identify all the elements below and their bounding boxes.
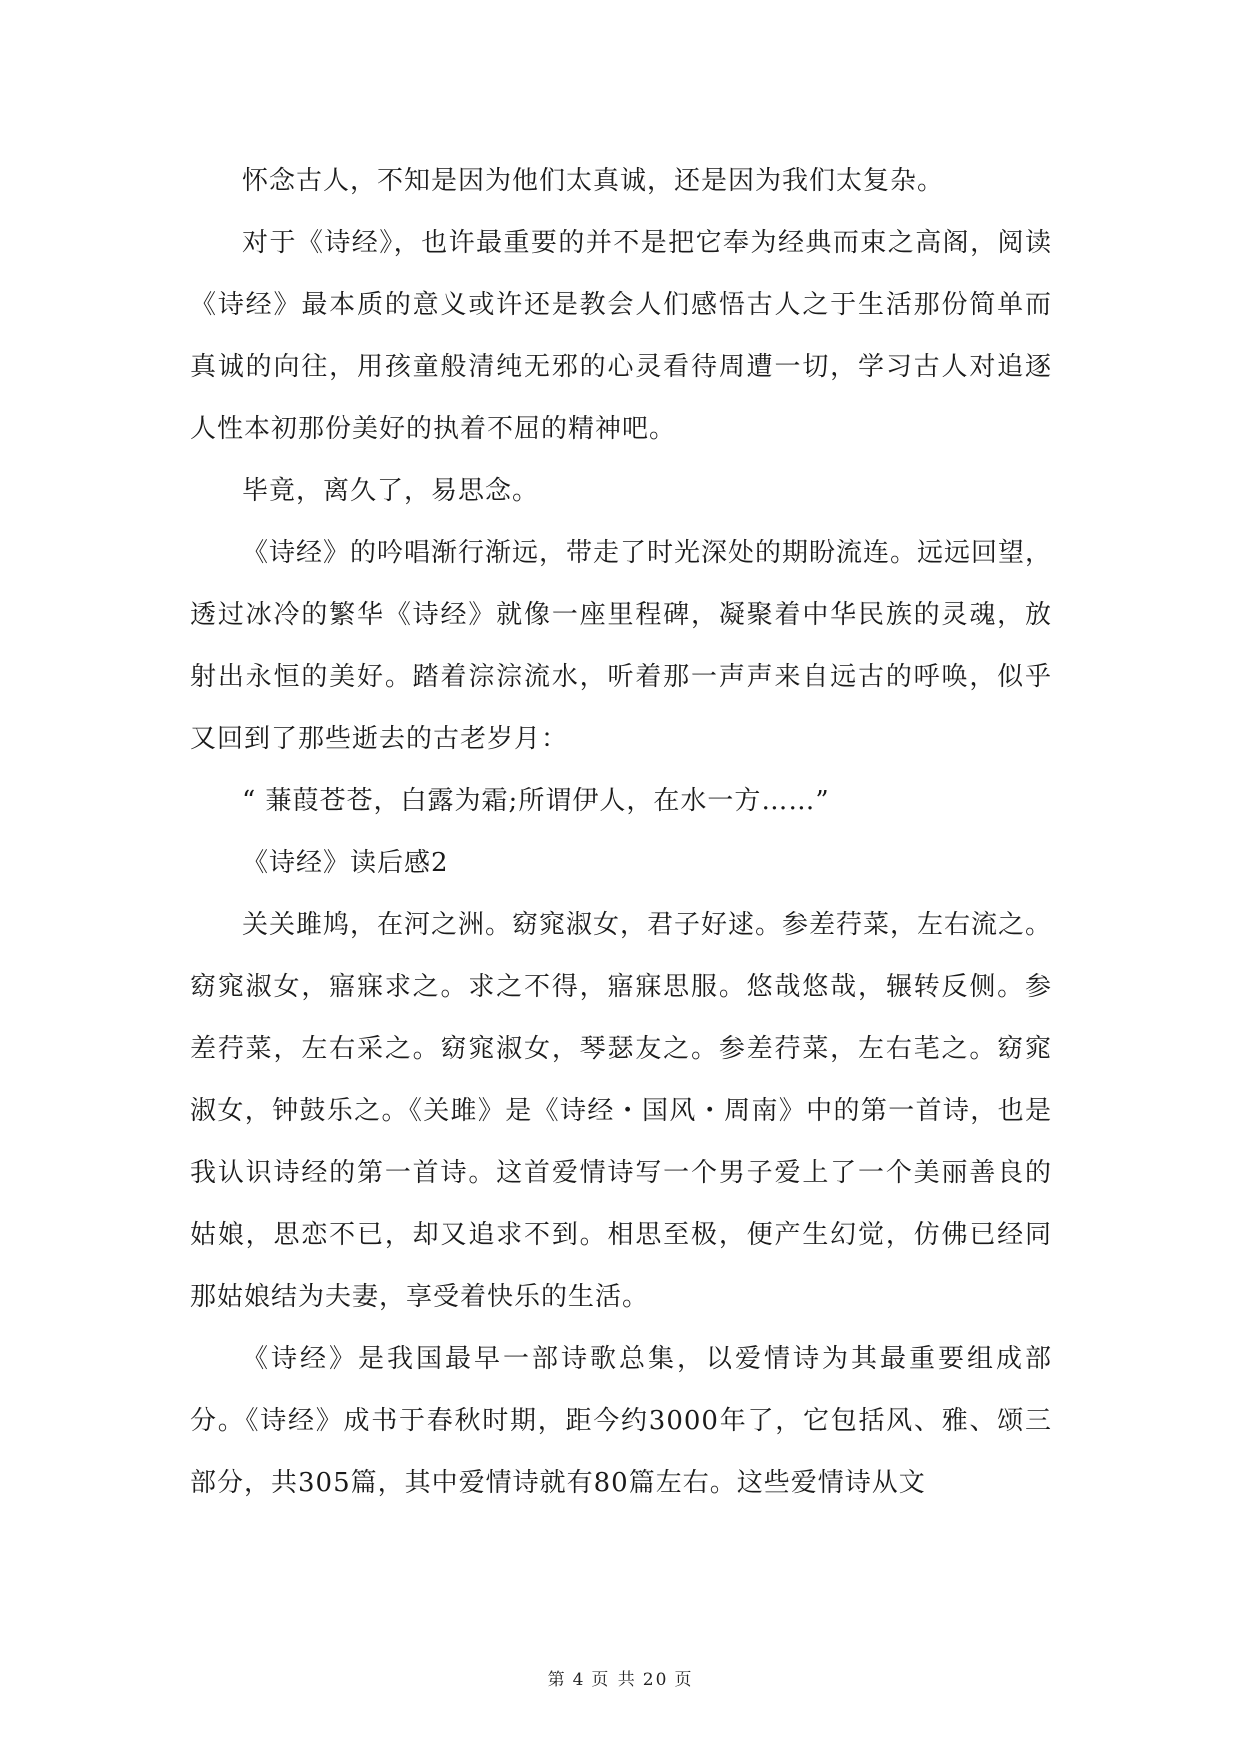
document-body <box>190 150 1052 1514</box>
current-page-number: 4 <box>572 1670 586 1690</box>
paragraph: 关关雎鸠，在河之洲。窈窕淑女，君子好逑。参差荇菜，左右流之。窈窕淑女，寤寐求之。求之不得，寤寐思服。悠哉悠哉，辗转反侧。参差荇菜，左右采之。窈窕淑女，琴瑟友之。参差荇菜，左右芼之。窈窕淑女，钟鼓乐之。《关雎》是《诗经・国风・周南》中的第一首诗，也是我认识诗经的第一首诗。这首爱情诗写一个男子爱上了一个美丽善良的姑娘，思恋不已，却又追求不到。相思至极，便产生幻觉，仿佛已经同那姑娘结为夫妻，享受着快乐的生活。 <box>190 910 1053 1312</box>
footer-suffix: 页 <box>674 1670 694 1690</box>
quoted-verse: “ 蒹葭苍苍，白露为霜;所谓伊人，在水一方……” <box>242 786 830 816</box>
section-heading: 《诗经》读后感2 <box>242 848 449 878</box>
paragraph: 《诗经》是我国最早一部诗歌总集，以爱情诗为其最重要组成部分。《诗经》成书于春秋时期，距今约3000年了，它包括风、雅、颂三部分，共305篇，其中爱情诗就有80篇左右。这些爱情诗从文 <box>190 1344 1052 1498</box>
footer-middle: 页 共 <box>591 1670 637 1690</box>
paragraph: 怀念古人，不知是因为他们太真诚，还是因为我们太复杂。 <box>242 166 945 196</box>
total-pages-number: 20 <box>642 1670 669 1690</box>
page-footer <box>0 1665 1241 1690</box>
paragraph: 对于《诗经》，也许最重要的并不是把它奉为经典而束之高阁，阅读《诗经》最本质的意义或许还是教会人们感悟古人之于生活那份简单而真诚的向往，用孩童般清纯无邪的心灵看待周遭一切，学习古人对追逐人性本初那份美好的执着不屈的精神吧。 <box>190 228 1052 444</box>
paragraph: 毕竟，离久了，易思念。 <box>242 476 540 506</box>
paragraph: 《诗经》的吟唱渐行渐远，带走了时光深处的期盼流连。远远回望，透过冰冷的繁华《诗经》就像一座里程碑，凝聚着中华民族的灵魂，放射出永恒的美好。踏着淙淙流水，听着那一声声来自远古的呼唤，似乎又回到了那些逝去的古老岁月： <box>190 538 1053 754</box>
footer-prefix: 第 <box>547 1670 567 1690</box>
